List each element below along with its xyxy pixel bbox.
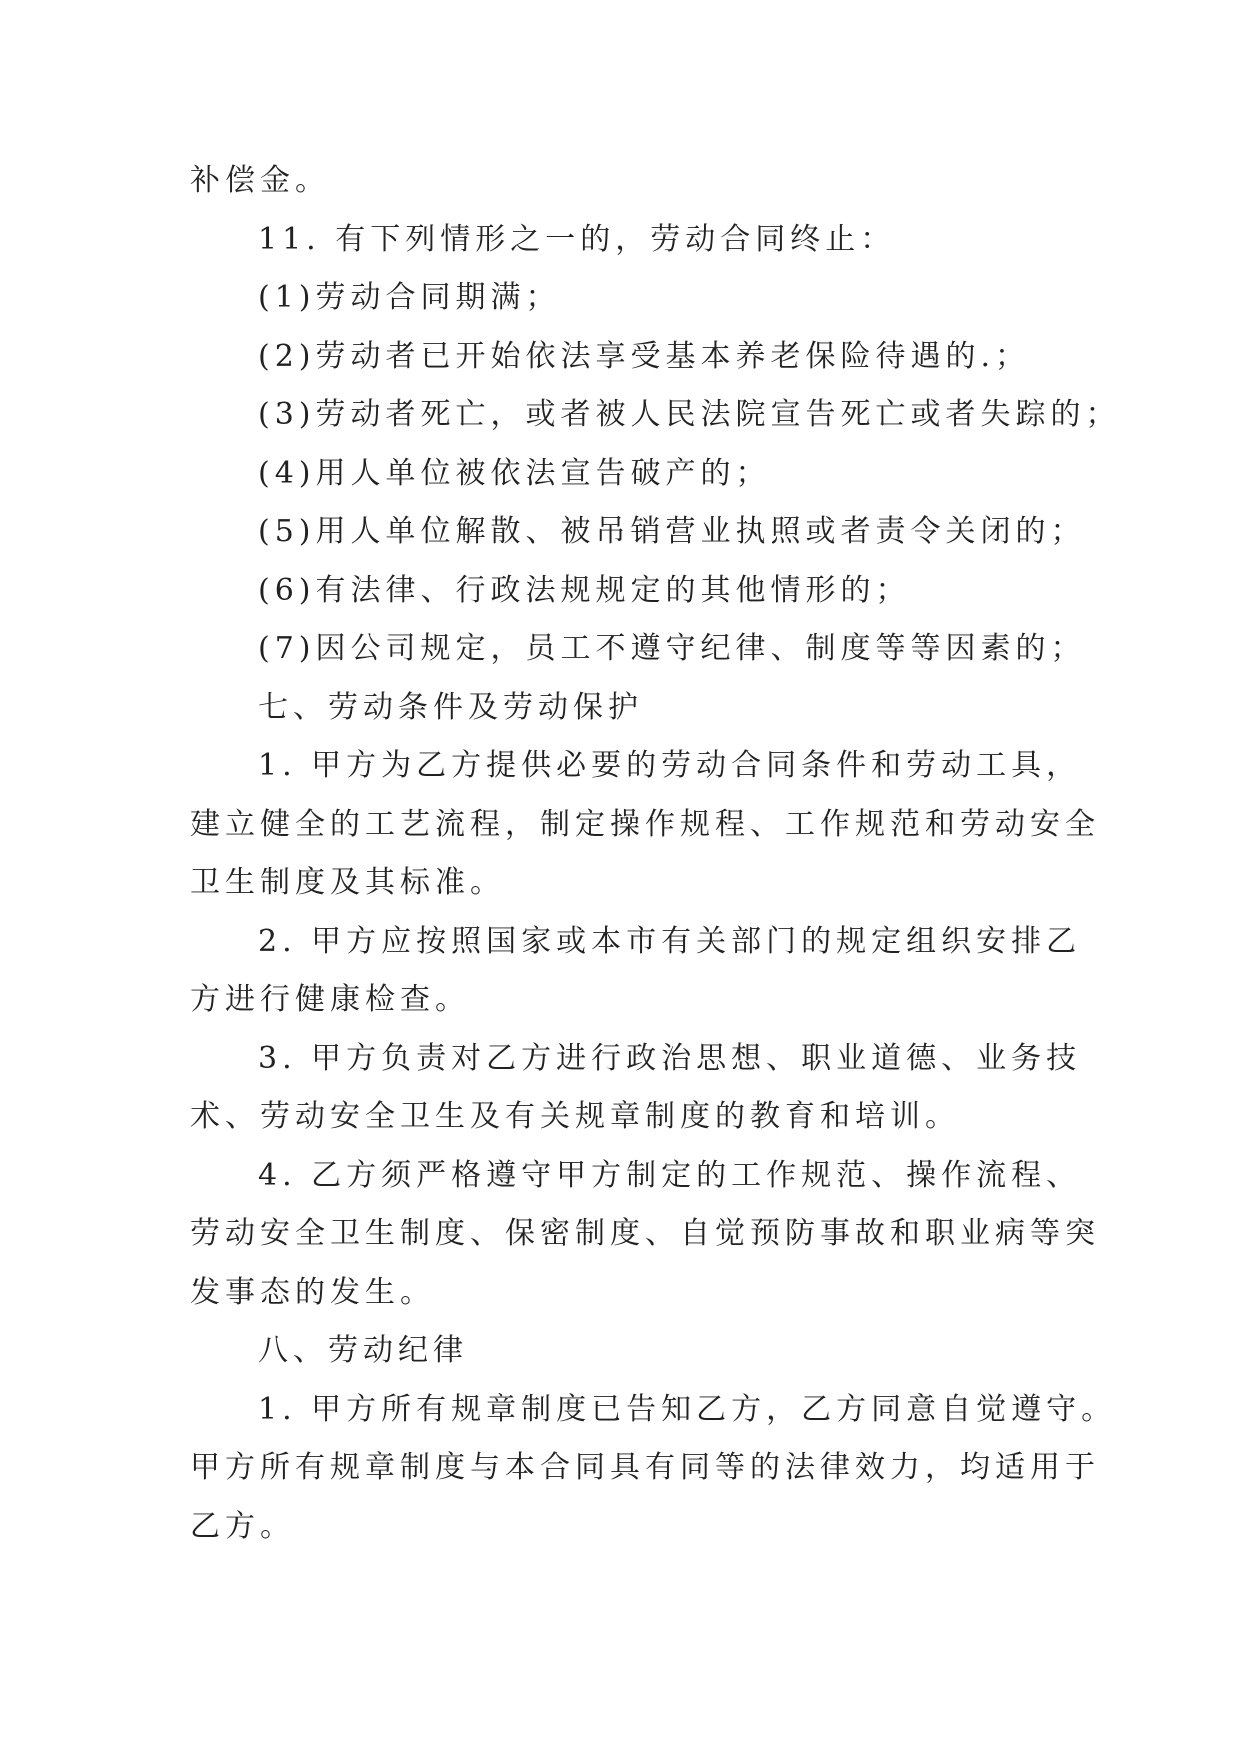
section-heading: 七、劳动条件及劳动保护 [258, 689, 643, 725]
text-line: (2)劳动者已开始依法享受基本养老保险待遇的.； [258, 338, 1031, 374]
text-line: 1. 甲方为乙方提供必要的劳动合同条件和劳动工具， [258, 748, 1082, 783]
text-line: (1)劳动合同期满； [258, 280, 561, 315]
text-line: (4)用人单位被依法宣告破产的； [258, 455, 771, 491]
text-line: (7)因公司规定，员工不遵守纪律、制度等等因素的； [258, 631, 1086, 666]
text-line: 术、劳动安全卫生及有关规章制度的教育和培训。 [190, 1099, 960, 1134]
section-heading: 八、劳动纪律 [258, 1333, 468, 1368]
text-line: 建立健全的工艺流程，制定操作规程、工作规范和劳动安全 [190, 806, 1100, 842]
text-line: 发事态的发生。 [190, 1274, 435, 1310]
text-line: 甲方所有规章制度与本合同具有同等的法律效力，均适用于 [190, 1450, 1100, 1485]
text-line: 劳动安全卫生制度、保密制度、自觉预防事故和职业病等突 [190, 1216, 1100, 1251]
text-line: 乙方。 [190, 1508, 295, 1544]
text-line: 4. 乙方须严格遵守甲方制定的工作规范、操作流程、 [258, 1157, 1082, 1193]
text-line: 1. 甲方所有规章制度已告知乙方，乙方同意自觉遵守。 [258, 1391, 1117, 1427]
text-line: (3)劳动者死亡，或者被人民法院宣告死亡或者失踪的； [258, 397, 1121, 432]
text-line: (5)用人单位解散、被吊销营业执照或者责令关闭的； [258, 514, 1086, 549]
text-line: 11. 有下列情形之一的，劳动合同终止： [258, 221, 896, 257]
text-line: (6)有法律、行政法规规定的其他情形的； [258, 572, 911, 608]
text-line: 方进行健康检查。 [190, 982, 470, 1017]
text-line: 3. 甲方负责对乙方进行政治思想、职业道德、业务技 [258, 1040, 1082, 1076]
text-line: 卫生制度及其标准。 [190, 865, 505, 900]
document-body [190, 152, 1121, 1556]
text-line: 补偿金。 [190, 163, 330, 198]
text-line: 2. 甲方应按照国家或本市有关部门的规定组织安排乙 [258, 923, 1082, 959]
